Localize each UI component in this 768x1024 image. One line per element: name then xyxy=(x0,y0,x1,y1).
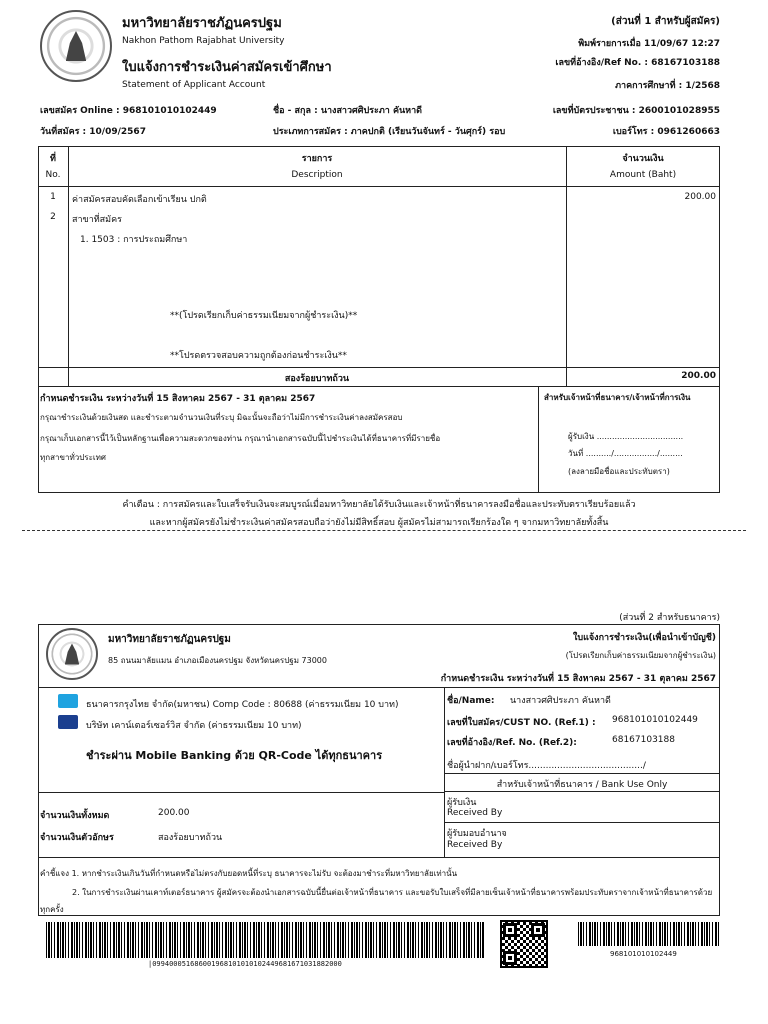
slip-university-name: มหาวิทยาลัยราชภัฏนครปฐม xyxy=(108,634,231,645)
document-title-en: Statement of Applicant Account xyxy=(122,80,266,90)
copy-label-applicant: (ส่วนที่ 1 สำหรับผู้สมัคร) xyxy=(611,16,720,27)
receiver-line: ผู้รับเงิน .................................. xyxy=(568,432,684,441)
university-name-en: Nakhon Pathom Rajabhat University xyxy=(122,36,285,46)
qr-reference-number: 968101010102449 xyxy=(610,950,677,958)
warning-line-1: คำเตือน : การสมัครและใบเสร็จรับเงินจะสมบูรณ์เมื่อมหาวิทยาลัยได้รับเงินและเจ้าหน้าที่ธนาคารลงมือชื่อและประทับตราเรียบร้อยแล้ว xyxy=(122,500,636,510)
received-by-th: ผู้รับเงิน xyxy=(447,798,477,808)
slip-deadline: กำหนดชำระเงิน ระหว่างวันที่ 15 สิงหาคม 2567 - 31 ตุลาคม 2567 xyxy=(440,674,716,684)
row1-number: 1 xyxy=(50,192,56,202)
bank-officer-title: สำหรับเจ้าหน้าที่ธนาคาร/เจ้าหน้าที่การเงิน xyxy=(544,393,691,402)
row2-subitem: 1. 1503 : การประถมศึกษา xyxy=(80,235,188,245)
verify-note: **โปรดตรวจสอบความถูกต้องก่อนชำระเงิน** xyxy=(170,351,347,361)
slip-total-amount: 200.00 xyxy=(158,808,190,818)
print-date: พิมพ์รายการเมื่อ 11/09/67 12:27 xyxy=(578,39,720,49)
semester: ภาคการศึกษาที่ : 1/2568 xyxy=(615,81,720,91)
total-in-words: สองร้อยบาทถ้วน xyxy=(284,374,350,384)
apply-type: ประเภทการสมัคร : ภาคปกติ (เรียนวันจันทร์ - วันศุกร์) รอบ xyxy=(273,127,506,137)
name-label: ชื่อ/Name: xyxy=(447,696,495,706)
university-address: 85 ถนนมาลัยแมน อำเภอเมืองนครปฐม จังหวัดนครปฐม 73000 xyxy=(108,656,327,665)
instruction-line-3: ทุกสาขาทั่วประเทศ xyxy=(40,453,106,462)
total-amount: 200.00 xyxy=(681,371,716,381)
footnote-1: คำชี้แจง 1. หากชำระเงินเกินวันที่กำหนดหรือไม่ตรงกับยอดหนี้ที่ระบุ ธนาคารจะไม่รับ จะต้องมาชำระที่มหาวิทยาลัยเท่านั้น xyxy=(40,869,458,878)
payment-barcode xyxy=(46,922,484,958)
university-seal-small xyxy=(46,628,98,680)
date-line: วันที่ ........../................./......... xyxy=(568,449,683,458)
instruction-line-2: กรุณาเก็บเอกสารนี้ไว้เป็นหลักฐานเพื่อความสะดวกของท่าน กรุณานำเอกสารฉบับนี้ไปชำระเงินได้ที่ธนาคารที่มีรายชื่อ xyxy=(40,434,441,443)
depositor-line: ชื่อผู้นำฝาก/เบอร์โทร......................................../ xyxy=(447,761,646,771)
name-value: นางสาวศศิประภา คันหาดี xyxy=(510,696,611,706)
university-name-th: มหาวิทยาลัยราชภัฏนครปฐม xyxy=(122,16,282,31)
reference-barcode xyxy=(578,922,720,946)
bank-option-counter-service: บริษัท เคาน์เตอร์เซอร์วิส จำกัด (ค่าธรรมเนียม 10 บาท) xyxy=(86,721,302,731)
instruction-line-1: กรุณาชำระเงินด้วยเงินสด และชำระตามจำนวนเงินที่ระบุ มิฉะนั้นจะถือว่าไม่มีการชำระเงินค่าลงสมัครสอบ xyxy=(40,413,403,422)
warning-line-2: และหากผู้สมัครยังไม่ชำระเงินค่าสมัครสอบถือว่ายังไม่มีสิทธิ์สอบ ผู้สมัครไม่สามารถเรียกร้องใด ๆ จากมหาวิทยาลัยทั้งสิ้น xyxy=(149,518,609,528)
row2-description: สาขาที่สมัคร xyxy=(72,215,122,225)
bank-option-krungthai: ธนาคารกรุงไทย จำกัด(มหาชน) Comp Code : 80688 (ค่าธรรมเนียม 10 บาท) xyxy=(86,700,399,710)
id-card-number: เลขที่บัตรประชาชน : 2600101028955 xyxy=(552,106,720,116)
header-no-en: No. xyxy=(45,170,61,180)
slip-total-in-words: สองร้อยบาทถ้วน xyxy=(158,833,223,843)
signature-note: (ลงลายมือชื่อและประทับตรา) xyxy=(568,467,670,476)
footnote-2: 2. ในการชำระเงินผ่านเคาท์เตอร์ธนาคาร ผู้สมัครจะต้องนำเอกสารฉบับนี้ยื่นต่อเจ้าหน้าที่ธนาคาร และขอรับใบเสร็จที่มีลายเซ็นเจ้าหน้าที่ธนาคารพร้อมประทับตราจากเจ้าหน้าที่ธนาคารด้วย xyxy=(72,888,712,897)
ref1-value: 968101010102449 xyxy=(612,715,698,725)
applicant-online-number: เลขสมัคร Online : 968101010102449 xyxy=(40,106,217,116)
payment-deadline: กำหนดชำระเงิน ระหว่างวันที่ 15 สิงหาคม 2567 - 31 ตุลาคม 2567 xyxy=(40,394,316,404)
row2-number: 2 xyxy=(50,212,56,222)
applicant-name: ชื่อ - สกุล : นางสาวศศิประภา คันหาดี xyxy=(273,106,422,116)
university-seal xyxy=(40,10,112,82)
slip-title: ใบแจ้งการชำระเงิน(เพื่อนำเข้าบัญชี) xyxy=(573,633,716,643)
authorized-en: Received By xyxy=(447,840,503,850)
row1-amount: 200.00 xyxy=(684,192,716,202)
received-by-en: Received By xyxy=(447,808,503,818)
total-amount-label: จำนวนเงินทั้งหมด xyxy=(40,811,110,821)
document-title-th: ใบแจ้งการชำระเงินค่าสมัครเข้าศึกษา xyxy=(122,60,332,75)
header-no-th: ที่ xyxy=(50,154,56,164)
total-text-label: จำนวนเงินตัวอักษร xyxy=(40,833,114,843)
header-description-en: Description xyxy=(291,170,343,180)
fee-collection-note: **(โปรดเรียกเก็บค่าธรรมเนียมจากผู้ชำระเงิน)** xyxy=(170,311,358,321)
cut-line xyxy=(22,530,746,531)
header-amount-th: จำนวนเงิน xyxy=(622,154,664,164)
barcode-text: |099400051686001968101010102449681671031882000 xyxy=(148,960,342,968)
ref2-value: 68167103188 xyxy=(612,735,675,745)
header-amount-en: Amount (Baht) xyxy=(609,170,677,180)
ref2-label: เลขที่อ้างอิง/Ref. No. (Ref.2): xyxy=(447,738,577,748)
row1-description: ค่าสมัครสอบคัดเลือกเข้าเรียน ปกติ xyxy=(72,195,207,205)
mobile-banking-note: ชำระผ่าน Mobile Banking ด้วย QR-Code ได้ทุกธนาคาร xyxy=(86,749,383,762)
bank-use-only: สำหรับเจ้าหน้าที่ธนาคาร / Bank Use Only xyxy=(496,780,668,790)
reference-number: เลขที่อ้างอิง/Ref No. : 68167103188 xyxy=(555,58,720,68)
krungthai-bank-icon xyxy=(58,694,78,708)
authorized-th: ผู้รับมอบอำนาจ xyxy=(447,829,507,839)
copy-label-bank: (ส่วนที่ 2 สำหรับธนาคาร) xyxy=(619,613,720,623)
footnote-3: ทุกครั้ง xyxy=(40,905,64,914)
counter-service-icon xyxy=(58,715,78,729)
phone-number: เบอร์โทร : 0961260663 xyxy=(612,127,720,137)
payment-qr-code xyxy=(500,920,548,968)
ref1-label: เลขที่ใบสมัคร/CUST NO. (Ref.1) : xyxy=(447,718,596,728)
apply-date: วันที่สมัคร : 10/09/2567 xyxy=(40,127,146,137)
header-description-th: รายการ xyxy=(301,154,333,164)
slip-fee-note: (โปรดเรียกเก็บค่าธรรมเนียมจากผู้ชำระเงิน) xyxy=(565,651,716,660)
